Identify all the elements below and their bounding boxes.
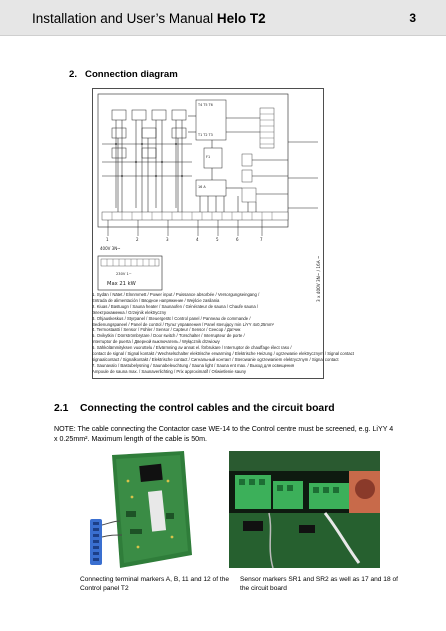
panel-voltage: 230V 1~ <box>116 272 132 276</box>
legend-line: 7. Saunavalo / Bastubelysning / Saunabeleuchtung / Sauna light / Sauna ent max. / Выход для освещения <box>92 362 295 368</box>
legend-line: 1. Sydän / Nätet / Elnnmmett / Power input / Puissance absorbée / Versorgungseingang / <box>92 292 260 297</box>
svg-text:16 A: 16 A <box>198 185 206 189</box>
max-power-label: Max 21 kW <box>107 281 136 287</box>
svg-text:5: 5 <box>216 237 219 242</box>
svg-text:T1 T2 T3: T1 T2 T3 <box>198 133 213 137</box>
side-spec-label: 3 x 400V 3N~ / 16A ~ <box>316 255 321 302</box>
diagram-legend <box>92 292 354 375</box>
svg-text:6: 6 <box>236 237 239 242</box>
svg-text:1: 1 <box>106 237 109 242</box>
legend-line: 6. Sähkölämmityksen vuorottelu / Elvärmning av annat el. förbrukare / Interruptor de chauffage élect raso / <box>92 345 292 351</box>
legend-line: Ampoule de sauna max. / Saunaverlichting / Prix approximatif / Oświetlenie sauny <box>92 368 247 374</box>
page-header <box>0 0 446 36</box>
photo-caption-right: Sensor markers SR1 and SR2 as well as 17 and 18 of the circuit board <box>240 576 398 592</box>
svg-text:3: 3 <box>166 237 169 242</box>
svg-text:7: 7 <box>260 237 263 242</box>
legend-line: 2. Kiuas / Bastuugn / Sauna heater / Saunaofen / Générateur de sauna / Chaufe sauna / <box>92 303 259 309</box>
note-paragraph: NOTE: The cable connecting the Contactor case WE-14 to the Control centre must be screened, e.g. LiYY 4 x 0.25mm². Maximum length of the cable is 50m. <box>54 425 394 443</box>
manual-product-name: Helo T2 <box>216 11 266 26</box>
svg-text:4: 4 <box>196 237 199 242</box>
svg-text:T4 T5 T6: T4 T5 T6 <box>198 103 213 107</box>
legend-line: Bedienungspaneel / Panel de control / Пульт управления / Panel sterujący min LiYY 4x0,25mm² <box>92 321 274 327</box>
legend-line: 5. Ovikytkin / Dörrströmbrytare / Door switch / Türschalter / Interrupteur de porte / <box>92 333 245 339</box>
subsection-title: Connecting the control cables and the circuit board <box>80 403 335 414</box>
subsection-heading <box>54 403 335 414</box>
legend-line: 3. Ohjauskeskus / Styrpanel / Steuergerät / Control panel / Panneau de commande / <box>92 315 251 321</box>
legend-line: Entrada de alimentación / Вводное напряжение / Wejście zasilania <box>92 297 220 303</box>
legend-line: Interruptor de puerta / Дверной выключатель / Wyłącznik drzwiowy <box>92 339 220 345</box>
svg-text:F1: F1 <box>206 155 211 159</box>
legend-line: 4. Termostaatti / Sensor / Fühler / Sensor / Capteur / Sensor / Сенсор / Датчик <box>92 327 241 333</box>
section-number: 2. <box>69 69 78 80</box>
svg-text:2: 2 <box>136 237 139 242</box>
section-title: Connection diagram <box>85 69 178 80</box>
manual-title-prefix: Installation and User’s Manual <box>32 11 217 26</box>
voltage-label: 400V 3N~ <box>100 246 121 251</box>
photo-caption-left: Connecting terminal markers A, B, 11 and 12 of the Control panel T2 <box>80 576 230 592</box>
control-panel-photo <box>80 451 192 568</box>
legend-line: signaalcontact / Signalkontakt / Elektrische contact / Сигнальный контакт / Sterowanie ogrzewaniem elektrycznym / Signal contact <box>92 356 339 362</box>
circuit-board-photo <box>229 451 380 568</box>
section-heading <box>69 69 178 80</box>
manual-title <box>32 11 266 26</box>
legend-line: contact de signal / Signal kontakt / Wechselschalter elektrische erwarming / Elektrische Heizung / ogrzewanie elektrycznym / Signal contact <box>92 351 354 357</box>
subsection-number: 2.1 <box>54 403 69 414</box>
page-number: 3 <box>409 11 416 25</box>
legend-line: Электрокаменка / Grzejnik elektryczny <box>92 309 167 315</box>
